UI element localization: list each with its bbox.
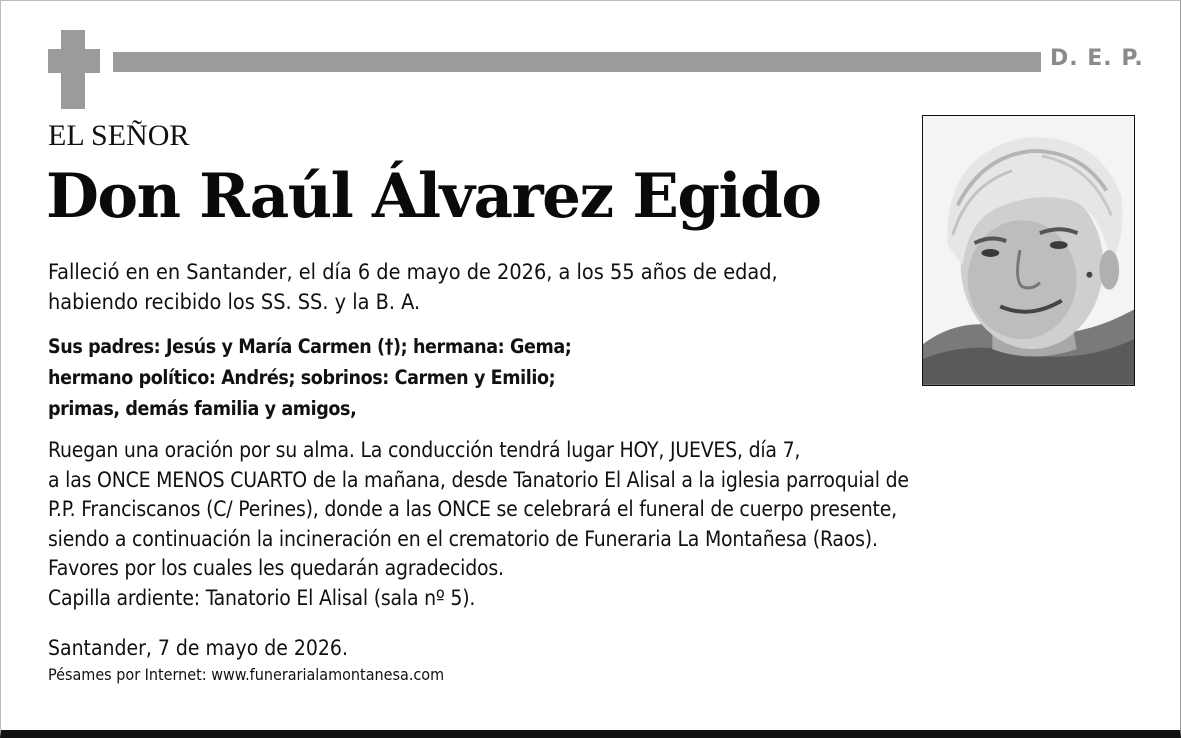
body-line: a las ONCE MENOS CUARTO de la mañana, desde Tanatorio El Alisal a la iglesia parroquial de xyxy=(48,467,909,492)
family-paragraph xyxy=(48,331,571,424)
intro-line: Falleció en en Santander, el día 6 de mayo de 2026, a los 55 años de edad, xyxy=(48,260,778,285)
body-line: P.P. Franciscanos (C/ Perines), donde a las ONCE se celebrará el funeral de cuerpo presente, xyxy=(48,497,897,521)
family-line: hermano político: Andrés; sobrinos: Carmen y Emilio; xyxy=(48,366,556,389)
body-line: Ruegan una oración por su alma. La conducción tendrá lugar HOY, JUEVES, día 7, xyxy=(48,438,801,462)
body-line: Favores por los cuales les quedarán agradecidos. xyxy=(48,556,504,580)
header-rule xyxy=(113,52,1041,72)
family-line: Sus padres: Jesús y María Carmen (†); hermana: Gema; xyxy=(48,335,572,358)
dep-label: D. E. P. xyxy=(1050,46,1144,71)
deceased-name: Don Raúl Álvarez Egido xyxy=(46,161,821,232)
funeral-details-paragraph xyxy=(48,436,909,613)
body-line: siendo a continuación la incineración en el crematorio de Funeraria La Montañesa (Raos). xyxy=(48,526,878,551)
death-notice-paragraph xyxy=(48,258,778,318)
portrait-photo xyxy=(922,115,1135,386)
intro-line: habiendo recibido los SS. SS. y la B. A. xyxy=(48,290,421,315)
title-prefix: EL SEÑOR xyxy=(48,119,190,152)
family-line: primas, demás familia y amigos, xyxy=(48,397,357,420)
body-line: Capilla ardiente: Tanatorio El Alisal (sala nº 5). xyxy=(48,585,476,610)
place-date: Santander, 7 de mayo de 2026. xyxy=(48,636,348,660)
condolences-link-text: Pésames por Internet: www.funerarialamontanesa.com xyxy=(48,665,445,684)
